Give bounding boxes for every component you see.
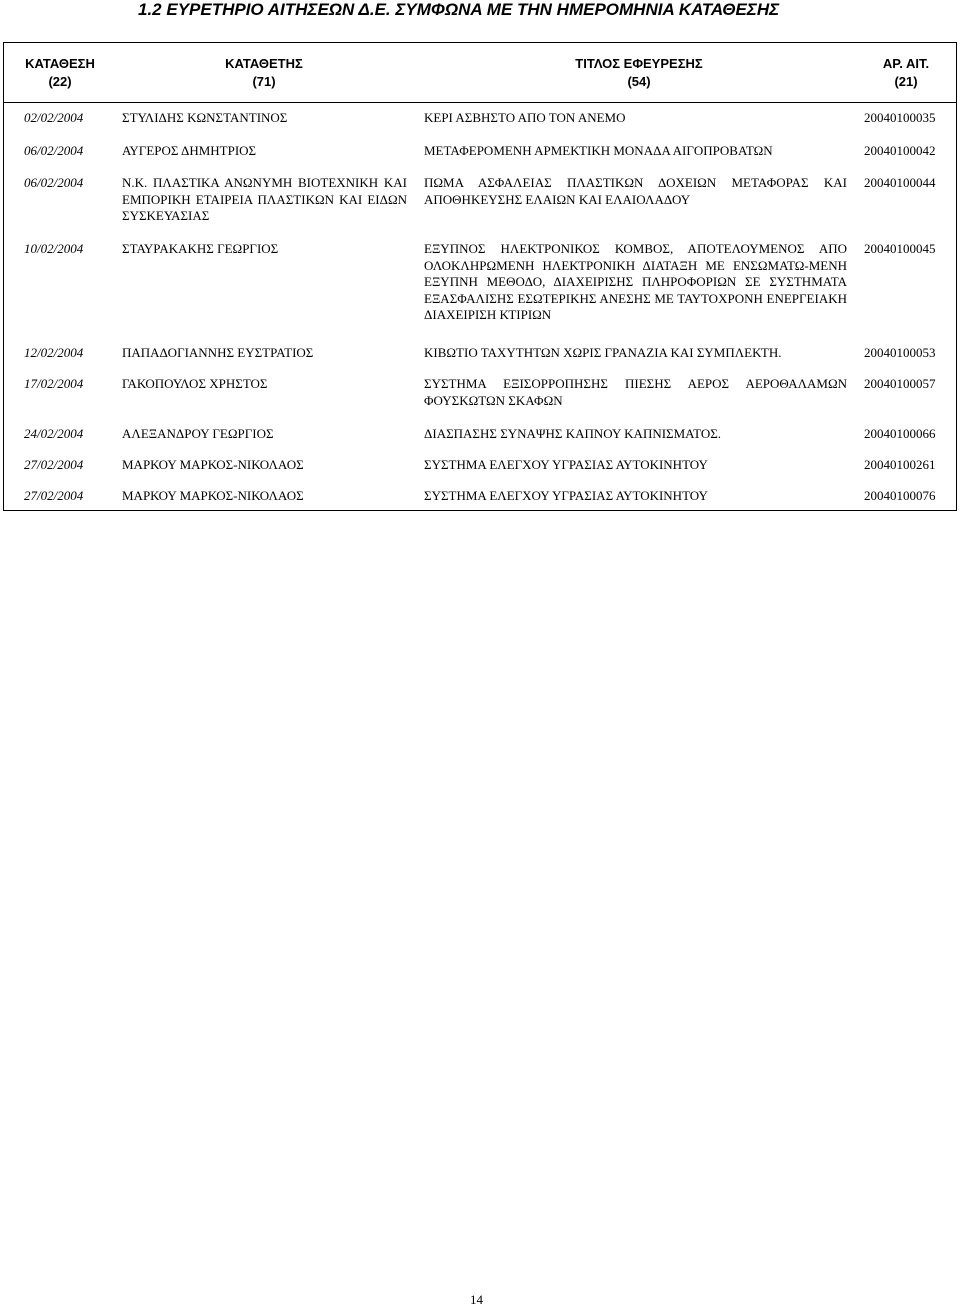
applicant: ΜΑΡΚΟΥ ΜΑΡΚΟΣ-ΝΙΚΟΛΑΟΣ <box>122 457 304 472</box>
invention-title: ΚΕΡΙ ΑΣΒΗΣΤΟ ΑΠΟ ΤΟΝ ΑΝΕΜΟ <box>424 110 626 125</box>
filing-date: 10/02/2004 <box>24 241 84 256</box>
application-number: 20040100066 <box>864 426 936 441</box>
header-application-number <box>866 55 946 91</box>
filing-date: 06/02/2004 <box>24 175 84 190</box>
applicant: ΑΛΕΞΑΝΔΡΟΥ ΓΕΩΡΓΙΟΣ <box>122 426 274 441</box>
application-number: 20040100076 <box>864 488 936 503</box>
header-invention-title <box>559 55 719 91</box>
applicant: ΓΑΚΟΠΟΥΛΟΣ ΧΡΗΣΤΟΣ <box>122 376 268 391</box>
header-invention-title-label: ΤΙΤΛΟΣ ΕΦΕΥΡΕΣΗΣ <box>575 56 703 71</box>
header-applicant <box>189 55 339 91</box>
filing-date: 12/02/2004 <box>24 345 84 360</box>
page-number: 14 <box>470 1292 483 1307</box>
header-application-number-label: ΑΡ. ΑΙΤ. <box>882 56 930 71</box>
header-filing-date <box>4 55 116 91</box>
applicant: ΠΑΠΑΔΟΓΙΑΝΝΗΣ ΕΥΣΤΡΑΤΙΟΣ <box>122 345 314 360</box>
applicant: ΣΤΥΛΙΔΗΣ ΚΩΝΣΤΑΝΤΙΝΟΣ <box>122 110 288 125</box>
applicant: ΜΑΡΚΟΥ ΜΑΡΚΟΣ-ΝΙΚΟΛΑΟΣ <box>122 488 304 503</box>
filing-date: 24/02/2004 <box>24 426 84 441</box>
invention-title: ΣΥΣΤΗΜΑ ΕΞΙΣΟΡΡΟΠΗΣΗΣ ΠΙΕΣΗΣ ΑΕΡΟΣ ΑΕΡΟΘΑΛΑΜΩΝ ΦΟΥΣΚΩΤΩΝ ΣΚΑΦΩΝ <box>424 376 847 408</box>
application-number: 20040100035 <box>864 110 936 125</box>
filing-date: 27/02/2004 <box>24 488 84 503</box>
application-number: 20040100053 <box>864 345 936 360</box>
applications-table <box>3 42 957 511</box>
application-number: 20040100045 <box>864 241 936 256</box>
header-filing-date-code: (22) <box>48 74 72 89</box>
invention-title: ΕΞΥΠΝΟΣ ΗΛΕΚΤΡΟΝΙΚΟΣ ΚΟΜΒΟΣ, ΑΠΟΤΕΛΟΥΜΕΝΟΣ ΑΠΟ ΟΛΟΚΛΗΡΩΜΕΝΗ ΗΛΕΚΤΡΟΝΙΚΗ ΔΙΑΤΑΞΗ ΜΕ ΕΝΣΩΜΑΤΩ-ΜΕΝΗ ΕΞΥΠΝΗ ΜΕΘΟΔΟ, ΔΙΑΧΕΙΡΙΣΗΣ ΠΛΗΡΟΦΟΡΙΩΝ ΣΕ ΣΥΣΤΗΜΑΤΑ ΕΞΑΣΦΑΛΙΣΗΣ ΕΣΩΤΕΡΙΚΗΣ ΑΝΕΣΗΣ ΜΕ ΤΑΥΤΟΧΡΟΝΗ ΕΝΕΡΓΕΙΑΚΗ ΔΙΑΧΕΙΡΙΣΗ ΚΤΙΡΙΩΝ <box>424 241 847 322</box>
header-application-number-code: (21) <box>894 74 918 89</box>
table-header <box>4 43 956 103</box>
application-number: 20040100042 <box>864 143 936 158</box>
invention-title: ΔΙΑΣΠΑΣΗΣ ΣΥΝΑΨΗΣ ΚΑΠΝΟΥ ΚΑΠΝΙΣΜΑΤΟΣ. <box>424 426 722 441</box>
header-filing-date-label: ΚΑΤΑΘΕΣΗ <box>25 56 95 71</box>
application-number: 20040100044 <box>864 175 936 190</box>
applicant: ΑΥΓΕΡΟΣ ΔΗΜΗΤΡΙΟΣ <box>122 143 257 158</box>
filing-date: 27/02/2004 <box>24 457 84 472</box>
invention-title: ΠΩΜΑ ΑΣΦΑΛΕΙΑΣ ΠΛΑΣΤΙΚΩΝ ΔΟΧΕΙΩΝ ΜΕΤΑΦΟΡΑΣ ΚΑΙ ΑΠΟΘΗΚΕΥΣΗΣ ΕΛΑΙΩΝ ΚΑΙ ΕΛΑΙΟΛΑΔΟΥ <box>424 175 847 207</box>
invention-title: ΣΥΣΤΗΜΑ ΕΛΕΓΧΟΥ ΥΓΡΑΣΙΑΣ ΑΥΤΟΚΙΝΗΤΟΥ <box>424 488 708 503</box>
filing-date: 02/02/2004 <box>24 110 84 125</box>
applicant: Ν.Κ. ΠΛΑΣΤΙΚΑ ΑΝΩΝΥΜΗ ΒΙΟΤΕΧΝΙΚΗ ΚΑΙ ΕΜΠΟΡΙΚΗ ΕΤΑΙΡΕΙΑ ΠΛΑΣΤΙΚΩΝ ΚΑΙ ΕΙΔΩΝ ΣΥΣΚΕΥΑΣΙΑΣ <box>122 175 407 223</box>
filing-date: 06/02/2004 <box>24 143 84 158</box>
invention-title: ΚΙΒΩΤΙΟ ΤΑΧΥΤΗΤΩΝ ΧΩΡΙΣ ΓΡΑΝΑΖΙΑ ΚΑΙ ΣΥΜΠΛΕΚΤΗ. <box>424 345 782 360</box>
application-number: 20040100057 <box>864 376 936 391</box>
header-applicant-code: (71) <box>252 74 276 89</box>
header-applicant-label: ΚΑΤΑΘΕΤΗΣ <box>225 56 303 71</box>
applicant: ΣΤΑΥΡΑΚΑΚΗΣ ΓΕΩΡΓΙΟΣ <box>122 241 279 256</box>
page-title: 1.2 ΕΥΡΕΤΗΡΙΟ ΑΙΤΗΣΕΩΝ Δ.Ε. ΣΥΜΦΩΝΑ ΜΕ ΤΗΝ ΗΜΕΡΟΜΗΝΙΑ ΚΑΤΑΘΕΣΗΣ <box>138 0 780 19</box>
application-number: 20040100261 <box>864 457 936 472</box>
header-invention-title-code: (54) <box>627 74 651 89</box>
filing-date: 17/02/2004 <box>24 376 84 391</box>
invention-title: ΣΥΣΤΗΜΑ ΕΛΕΓΧΟΥ ΥΓΡΑΣΙΑΣ ΑΥΤΟΚΙΝΗΤΟΥ <box>424 457 708 472</box>
invention-title: ΜΕΤΑΦΕΡΟΜΕΝΗ ΑΡΜΕΚΤΙΚΗ ΜΟΝΑΔΑ ΑΙΓΟΠΡΟΒΑΤΩΝ <box>424 143 773 158</box>
